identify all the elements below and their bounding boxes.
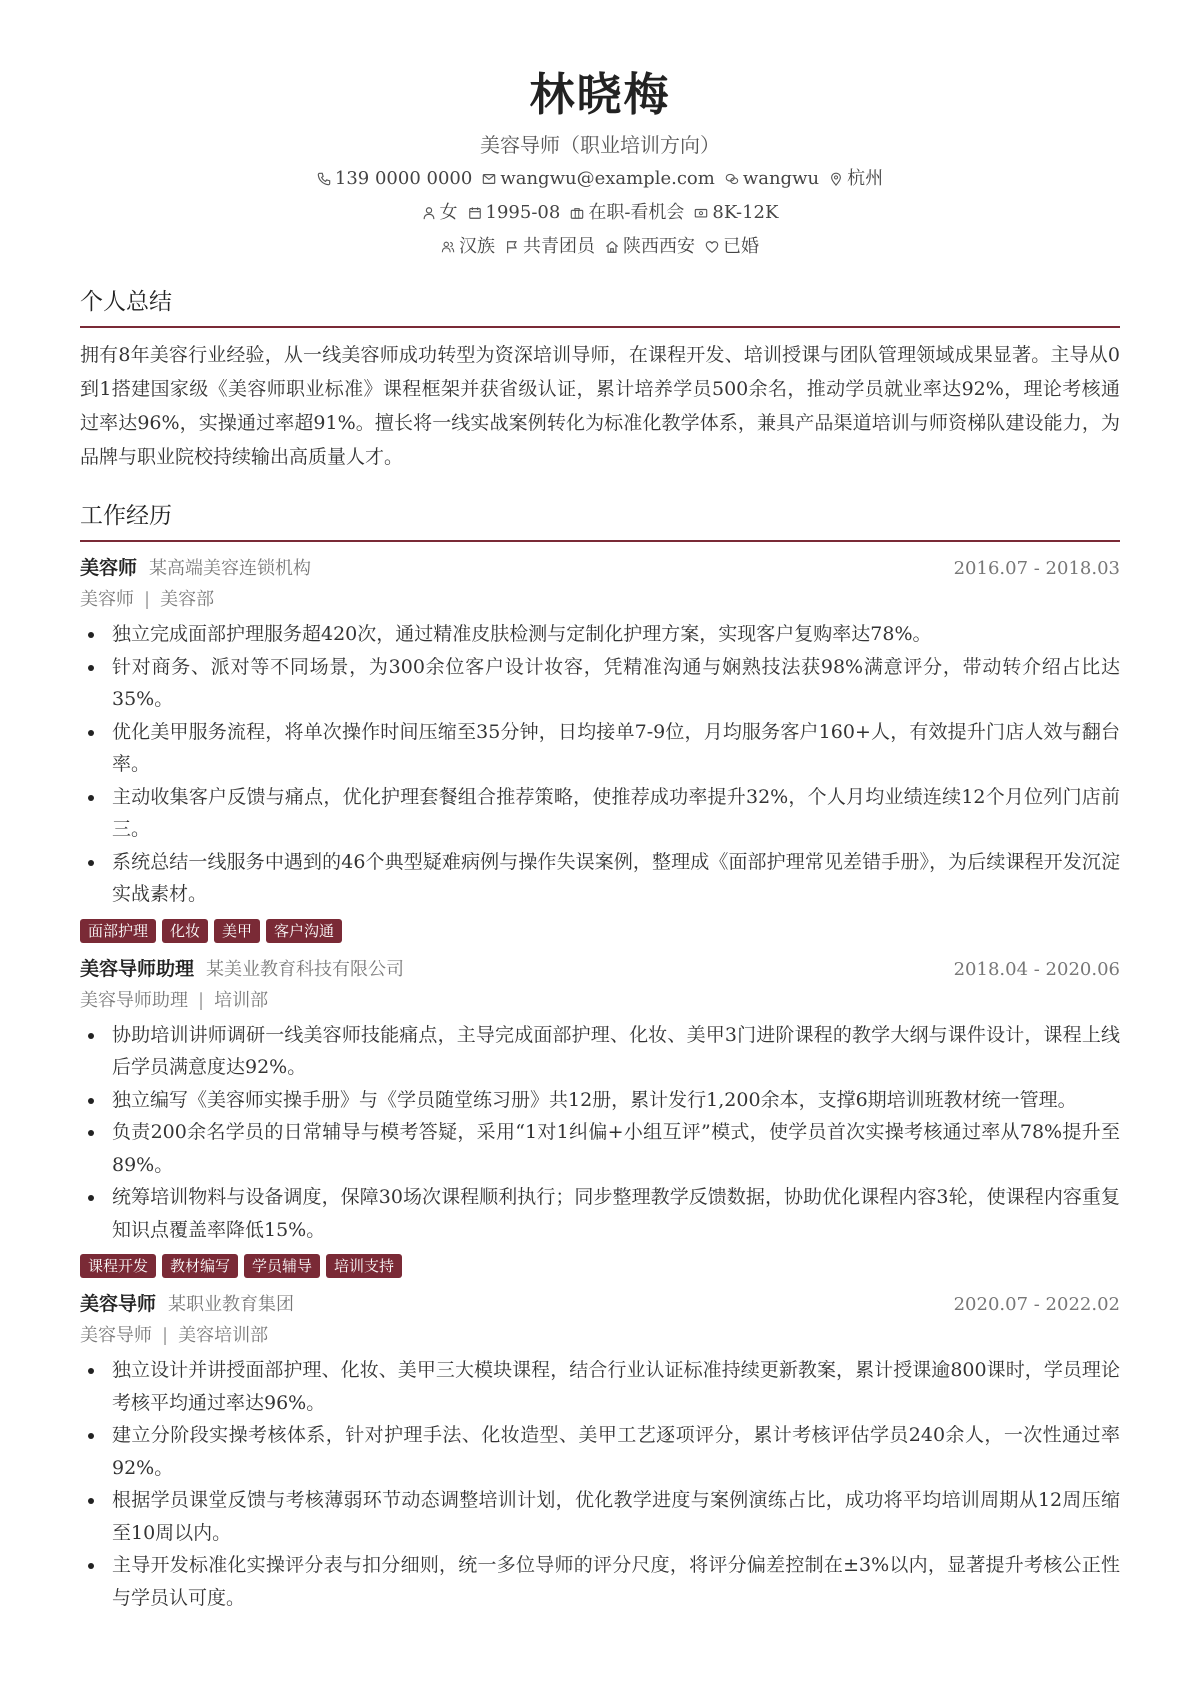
job-entry <box>80 953 1120 1279</box>
summary-text: 拥有8年美容行业经验，从一线美容师成功转型为资深培训导师，在课程开发、培训授课与团队管理领域成果显著。主导从0到1搭建国家级《美容师职业标准》课程框架并获省级认证，累计培养学员500余名，推动学员就业率达92%，理论考核通过率达96%，实操通过率超91%。擅长将一线实战案例转化为标准化教学体系，兼具产品渠道培训与师资梯队建设能力，为品牌与职业院校持续输出高质量人才。 <box>80 344 1120 468</box>
job-dept: 美容培训部 <box>178 1325 269 1346</box>
job-role-dept: 美容导师 | 美容培训部 <box>80 1325 269 1346</box>
list-item: 主动收集客户反馈与痛点，优化护理套餐组合推荐策略，使推荐成功率提升32%，个人月均业绩连续12个月位列门店前三。 <box>80 781 1120 846</box>
flag-icon <box>505 240 519 254</box>
list-item: 主导开发标准化实操评分表与扣分细则，统一多位导师的评分尺度，将评分偏差控制在±3%以内，显著提升考核公正性与学员认可度。 <box>80 1549 1120 1614</box>
job-bullets <box>80 1019 1120 1247</box>
contact-row-3 <box>80 230 1120 264</box>
skill-tag: 课程开发 <box>80 1254 156 1278</box>
job-role: 美容师 <box>80 589 134 610</box>
candidate-name: 林晓梅 <box>529 68 671 121</box>
job-entry <box>80 1288 1120 1614</box>
location: 杭州 <box>829 162 883 196</box>
job-company: 某美业教育科技有限公司 <box>206 958 405 980</box>
wechat: wangwu <box>725 162 819 196</box>
skill-tag: 美甲 <box>214 919 260 943</box>
job-date: 2020.07 - 2022.02 <box>953 1294 1120 1315</box>
list-item: 优化美甲服务流程，将单次操作时间压缩至35分钟，日均接单7-9位，月均服务客户160+人，有效提升门店人效与翻台率。 <box>80 716 1120 781</box>
salary: 8K-12K <box>694 196 778 230</box>
gender: 女 <box>422 196 458 230</box>
summary-section-title: 个人总结 <box>80 282 1120 328</box>
skill-tag: 面部护理 <box>80 919 156 943</box>
money-icon <box>694 206 708 220</box>
skill-tag: 教材编写 <box>162 1254 238 1278</box>
list-item: 统筹培训物料与设备调度，保障30场次课程顺利执行；同步整理教学反馈数据，协助优化课程内容3轮，使课程内容重复知识点覆盖率降低15%。 <box>80 1181 1120 1246</box>
job-role: 美容导师助理 <box>80 989 188 1011</box>
list-item: 独立完成面部护理服务超420次，通过精准皮肤检测与定制化护理方案，实现客户复购率达78%。 <box>80 618 1120 651</box>
skill-tag: 培训支持 <box>326 1254 402 1278</box>
job-dept: 培训部 <box>214 989 269 1011</box>
contact-row-1 <box>80 162 1120 196</box>
job-role-dept: 美容师 | 美容部 <box>80 589 215 610</box>
job-header <box>80 552 1120 584</box>
list-item: 系统总结一线服务中遇到的46个典型疑难病例与操作失误案例，整理成《面部护理常见差错手册》，为后续课程开发沉淀实战素材。 <box>80 846 1120 911</box>
ethnicity-icon <box>441 240 455 254</box>
email: wangwu@example.com <box>482 162 715 196</box>
birth-date: 1995-08 <box>468 196 561 230</box>
list-item: 协助培训讲师调研一线美容师技能痛点，主导完成面部护理、化妆、美甲3门进阶课程的教学大纲与课件设计，课程上线后学员满意度达92%。 <box>80 1019 1120 1084</box>
job-header <box>80 1288 1120 1320</box>
job-target: 美容导师（职业培训方向） <box>480 133 720 157</box>
job-role-dept: 美容导师助理 | 培训部 <box>80 989 269 1011</box>
contact-row-2 <box>80 196 1120 230</box>
list-item: 独立设计并讲授面部护理、化妆、美甲三大模块课程，结合行业认证标准持续更新教案，累计授课逾800课时，学员理论考核平均通过率达96%。 <box>80 1354 1120 1419</box>
job-entry <box>80 552 1120 943</box>
job-status: 在职-看机会 <box>570 196 684 230</box>
heart-icon <box>705 240 719 254</box>
phone: 139 0000 0000 <box>317 162 472 196</box>
job-role: 美容导师 <box>80 1325 152 1346</box>
job-company: 某高端美容连锁机构 <box>149 558 312 579</box>
home-icon <box>605 240 619 254</box>
list-item: 根据学员课堂反馈与考核薄弱环节动态调整培训计划，优化教学进度与案例演练占比，成功将平均培训周期从12周压缩至10周以内。 <box>80 1484 1120 1549</box>
job-bullets <box>80 618 1120 911</box>
mail-icon <box>482 172 496 186</box>
briefcase-icon <box>570 206 584 220</box>
list-item: 针对商务、派对等不同场景，为300余位客户设计妆容，凭精准沟通与娴熟技法获98%满意评分，带动转介绍占比达35%。 <box>80 651 1120 716</box>
list-item: 负责200余名学员的日常辅导与模考答疑，采用“1对1纠偏+小组互评”模式，使学员首次实操考核通过率从78%提升至89%。 <box>80 1116 1120 1181</box>
location-icon <box>829 172 843 186</box>
ethnicity: 汉族 <box>441 230 495 264</box>
skill-tags <box>80 919 1120 943</box>
calendar-icon <box>468 206 482 220</box>
skill-tag: 客户沟通 <box>266 919 342 943</box>
hometown: 陕西西安 <box>605 230 695 264</box>
job-bullets <box>80 1354 1120 1614</box>
job-company: 某职业教育集团 <box>168 1294 295 1315</box>
job-date: 2018.04 - 2020.06 <box>953 958 1120 980</box>
experience-section-title: 工作经历 <box>80 496 1120 542</box>
marital-status: 已婚 <box>705 230 759 264</box>
skill-tags <box>80 1254 1120 1278</box>
skill-tag: 化妆 <box>162 919 208 943</box>
job-date: 2016.07 - 2018.03 <box>953 558 1120 579</box>
list-item: 独立编写《美容师实操手册》与《学员随堂练习册》共12册，累计发行1,200余本，支撑6期培训班教材统一管理。 <box>80 1084 1120 1117</box>
phone-icon <box>317 172 331 186</box>
job-title: 美容导师助理 <box>80 957 195 980</box>
job-title: 美容师 <box>80 557 138 579</box>
list-item: 建立分阶段实操考核体系，针对护理手法、化妆造型、美甲工艺逐项评分，累计考核评估学员240余人，一次性通过率92%。 <box>80 1419 1120 1484</box>
skill-tag: 学员辅导 <box>244 1254 320 1278</box>
political-status: 共青团员 <box>505 230 595 264</box>
wechat-icon <box>725 172 739 186</box>
job-dept: 美容部 <box>160 589 215 610</box>
job-title: 美容导师 <box>80 1293 157 1315</box>
person-icon <box>422 206 436 220</box>
job-header <box>80 953 1120 985</box>
